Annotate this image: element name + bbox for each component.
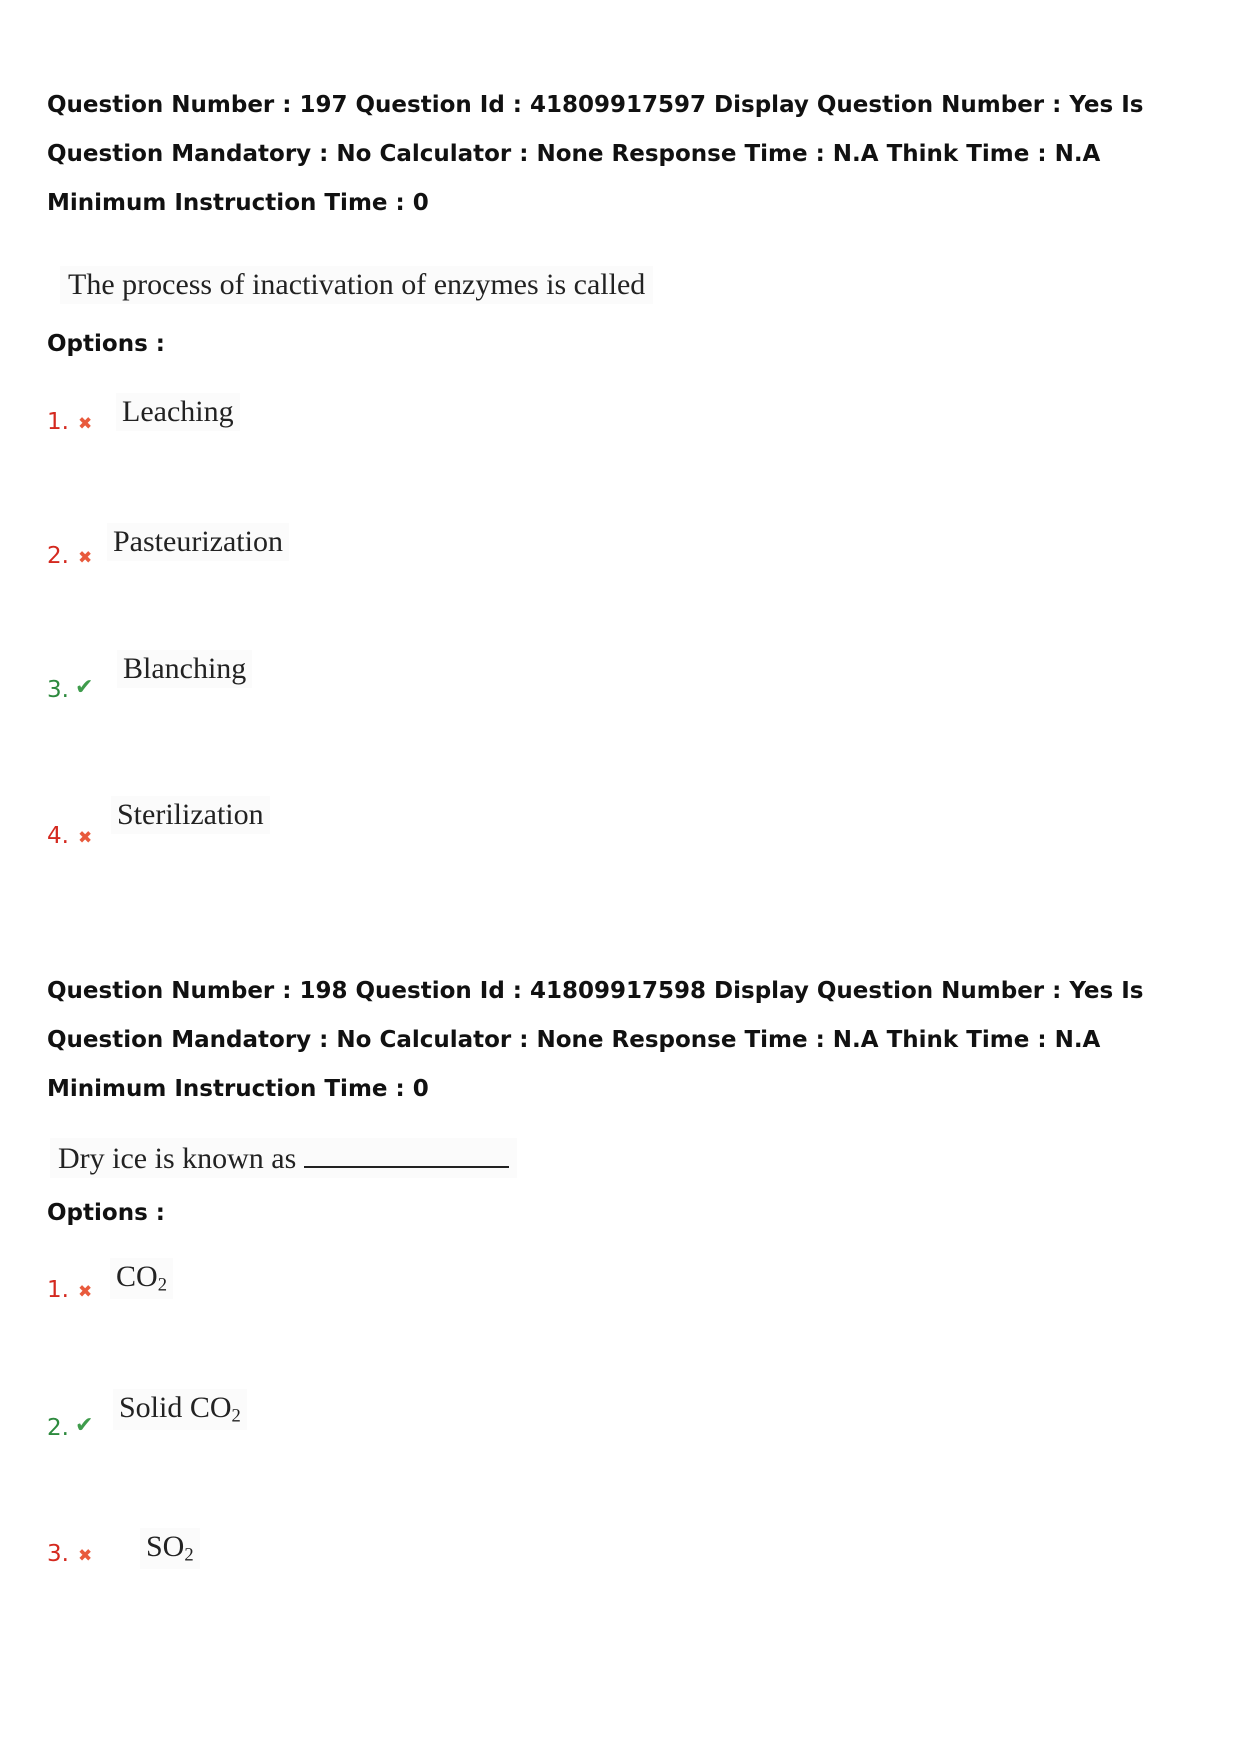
cross-icon: ✖ xyxy=(78,414,93,434)
option-number: 2. xyxy=(47,543,69,569)
cross-icon: ✖ xyxy=(78,1546,93,1566)
question-text: Dry ice is known as xyxy=(50,1138,517,1178)
question-text: The process of inactivation of enzymes is called xyxy=(60,266,653,304)
cross-icon: ✖ xyxy=(78,1282,93,1302)
answer-blank xyxy=(304,1140,509,1168)
cross-icon: ✖ xyxy=(78,828,93,848)
option-number: 2. xyxy=(47,1415,69,1441)
option-number: 3. xyxy=(47,677,69,703)
option-text: Sterilization xyxy=(111,796,270,834)
option-text: Solid $CO_2$ xyxy=(113,1389,247,1430)
option-text: Leaching xyxy=(116,393,240,431)
cross-icon: ✖ xyxy=(78,548,93,568)
option-text: Blanching xyxy=(117,650,252,688)
check-icon: ✔ xyxy=(75,1413,94,1438)
options-label: Options : xyxy=(47,331,165,357)
option-text: $CO_2$ xyxy=(110,1258,173,1299)
question-meta: Question Number : 198 Question Id : 41809917598 Display Question Number : Yes Is Question Mandatory : No Calculator : None Response Time : N.A Think Time : N.A Minimum Instruction Time : 0 xyxy=(47,978,1144,1102)
option-number: 3. xyxy=(47,1541,69,1567)
check-icon: ✔ xyxy=(75,675,94,700)
option-number: 4. xyxy=(47,823,69,849)
option-text: Pasteurization xyxy=(107,523,289,561)
option-number: 1. xyxy=(47,1277,69,1303)
question-meta: Question Number : 197 Question Id : 41809917597 Display Question Number : Yes Is Question Mandatory : No Calculator : None Response Time : N.A Think Time : N.A Minimum Instruction Time : 0 xyxy=(47,92,1144,216)
option-number: 1. xyxy=(47,409,69,435)
option-text: $SO_2$ xyxy=(140,1528,200,1569)
options-label: Options : xyxy=(47,1200,165,1226)
